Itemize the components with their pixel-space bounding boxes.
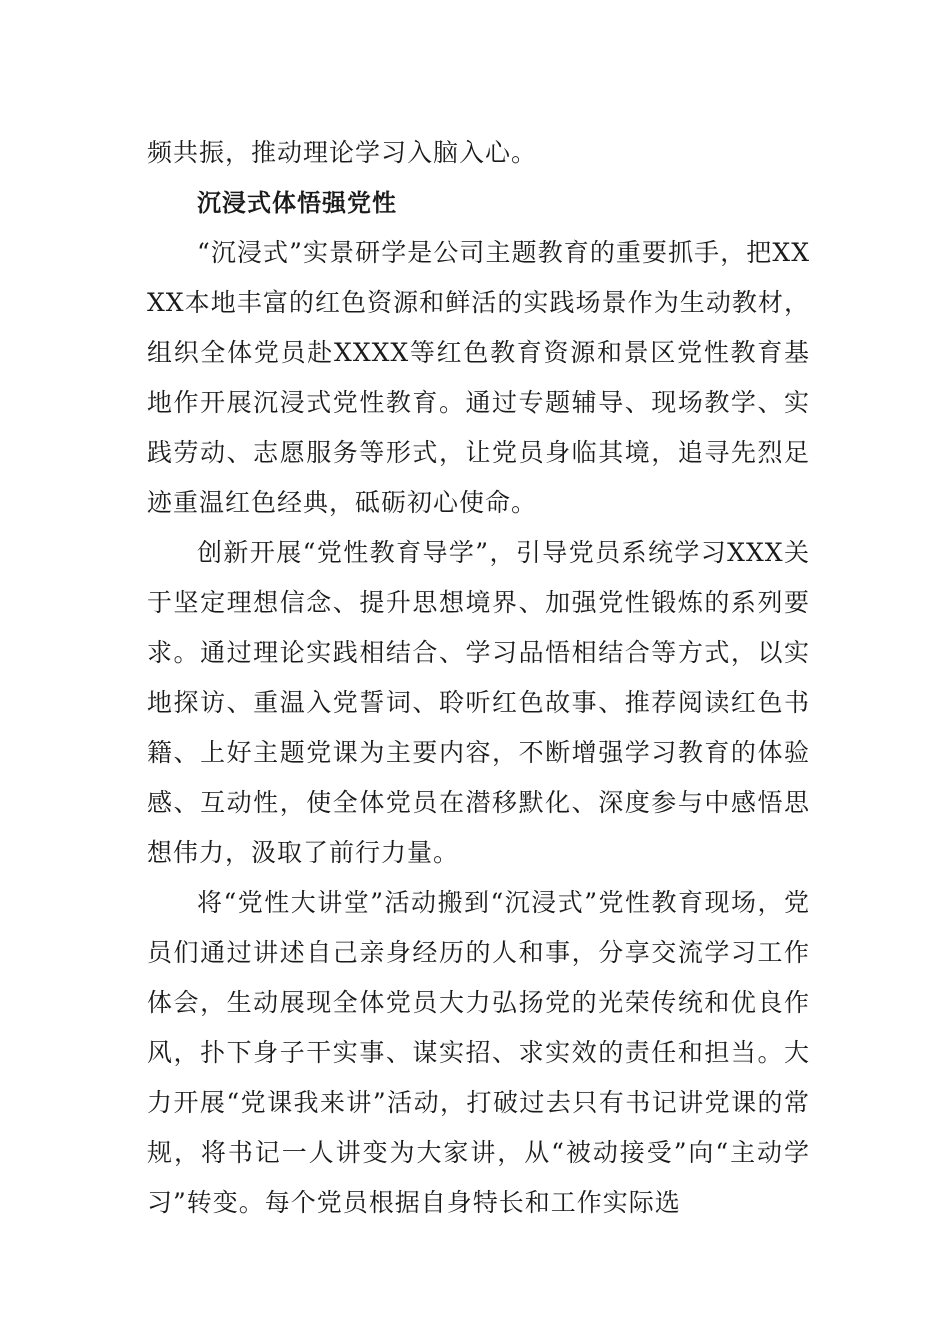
paragraph-continuation: 频共振，推动理论学习入脑入心。 xyxy=(147,138,538,167)
paragraph-guided-study: 创新开展“党性教育导学”，引导党员系统学习XXX关于坚定理想信念、提升思想境界、加强党性锻炼的系列要求。通过理论实践相结合、学习品悟相结合等方式，以实地探访、重温入党誓词、聆听红色故事、推荐阅读红色书籍、上好主题党课为主要内容，不断增强学习教育的体验感、互动性，使全体党员在潜移默化、深度参与中感悟思想伟力，汲取了前行力量。 xyxy=(147,538,810,867)
paragraph-lecture-hall: 将“党性大讲堂”活动搬到“沉浸式”党性教育现场，党员们通过讲述自己亲身经历的人和事，分享交流学习工作体会，生动展现全体党员大力弘扬党的光荣传统和优良作风，扑下身子干实事、谋实招、求实效的责任和担当。大力开展“党课我来讲”活动，打破过去只有书记讲党课的常规，将书记一人讲变为大家讲，从“被动接受”向“主动学习”转变。每个党员根据自身特长和工作实际选 xyxy=(147,888,810,1217)
paragraph-immersive-study: “沉浸式”实景研学是公司主题教育的重要抓手，把XXXX本地丰富的红色资源和鲜活的实践场景作为生动教材，组织全体党员赴XXXX等红色教育资源和景区党性教育基地作开展沉浸式党性教育。通过专题辅导、现场教学、实践劳动、志愿服务等形式，让党员身临其境，追寻先烈足迹重温红色经典，砥砺初心使命。 xyxy=(147,238,810,517)
document-body xyxy=(147,128,810,1228)
section-heading: 沉浸式体悟强党性 xyxy=(197,189,397,217)
